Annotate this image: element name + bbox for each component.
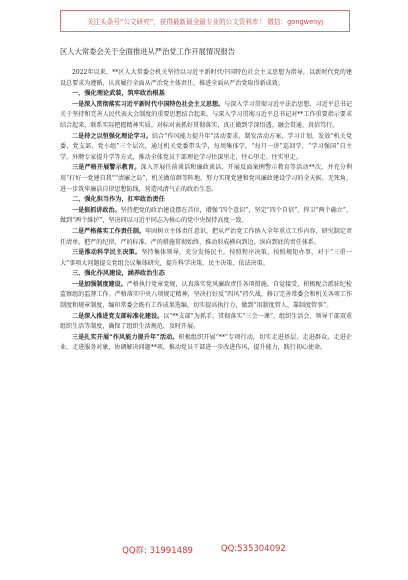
paragraph-lead: 三是扎实开展“作风能力提升年”活动。 (72, 333, 179, 341)
section-heading: 一、强化理论武装，筑牢政治根基 (72, 90, 165, 98)
paragraph-body: 与深入学习贯彻习近平法治思想、习近平总书记关于坚持和完善人民代表大会制度的重要思想结合起来，与深入学习贯彻习近平总书记对**工作重要指示要求结合起来，联系实际把握精神实质。对标对表抓好贯彻落实，真正做到学深悟透、融会贯通、真信笃行。 (60, 100, 353, 129)
paragraph-lead: 二是深入推进党支部标准化建设。 (72, 312, 164, 320)
promo-banner-text: 关注头条号“公文研究”，获得最新最全最专业的公文资料库！ 微信：gongwenyj (86, 18, 324, 26)
section-3 (60, 269, 352, 354)
qq-group-text: QQ群: 31991489 (122, 546, 193, 556)
paragraph-body: 严格执行党章党规，认真落实党风廉政责任各项措施，自觉接受，积极配合派驻纪检监察组的监督工作。严格落实中央八项规定精神，坚决打好反“四风”持久战，修订完善常委会和机关各项工作制度和规章制度，编印常委会既有工作成果选编，切实提高执行力，做到“用制度管人、靠制度管事”。 (60, 280, 353, 310)
section-1 (60, 89, 352, 195)
paragraph-lead: 一是深入贯彻落实习近平新时代中国特色社会主义思想。 (72, 100, 225, 108)
paragraph-lead: 二是严格落实工作责任制。 (72, 227, 146, 235)
paragraph-lead: 一是加强制度建设。 (72, 280, 127, 288)
paragraph-lead: 一是狠抓讲政治。 (72, 206, 121, 214)
paragraph-body: 以“**支部”为抓手，贯彻落实“三会一课”，组织生活会、领导干部双重组织生活等制度，确保了组织生活规范、及时开展。 (60, 312, 352, 331)
contact-footer (0, 544, 408, 560)
promo-banner (60, 10, 350, 32)
section-paragraph (60, 132, 352, 164)
paragraph-body: 坚持把党的政治建设摆在首位，增强“四个意识”，坚定“四个自信”，捍卫“两个确立”，做到“两个维护”，坚决同以习近平同志为核心的党中央保持高度一致。 (60, 206, 353, 225)
paragraph-body: 牢固树立主体责任意识，把从严治党工作纳入全年重点工作内容，研究制定责任清单，把严的纪律、严的标准、严的措施贯彻始终，推动形成横向到边、纵向到底的责任体系。 (60, 227, 353, 246)
section-paragraph (60, 312, 352, 333)
section-paragraph (60, 248, 352, 269)
section-paragraph (60, 206, 352, 227)
section-2 (60, 195, 352, 269)
section-paragraph (60, 163, 352, 195)
intro-paragraph: 2022年以来，**区人大常委会机关坚持以习近平新时代中国特色社会主义思想为指导，以新时代党的建设总要求为遵循，认真履行全面从严治党主体责任，推进全面从严治党取得新成效。 (60, 69, 352, 87)
paragraph-lead: 三是推动科学民主决策。 (72, 249, 142, 257)
paragraph-lead: 三是严格开展警示教育。 (72, 164, 141, 172)
section-paragraph (60, 333, 352, 354)
paragraph-body: 结合“作风能力提升年”活动要求，制发活动方案，学习计划，发放“机关党委、党支部、党小组”三个层次，通过机关党委带头学，每周集体学，“每月一讲”巡回学，“学习强国”自主学，外聘专家提升学等方式，推动全体党员干部理论学习往深里走、往心里走、往实里走。 (60, 132, 353, 161)
section-heading: 三、强化作风建设，涵养政治生态 (72, 270, 165, 278)
document-title: 区人大常委会关于全面推进从严治党工作开展情况报告 (60, 47, 236, 56)
section-paragraph (60, 100, 352, 132)
paragraph-body: 积极组织开展“**”专项行动，切实走进基层、走进群众、走进企业、走进服务对象，协调解决问题**项，推动党员干部进一步改进作风，提升能力，践行初心使命。 (60, 333, 352, 352)
qq-contact-text: QQ:535304092 (220, 544, 286, 554)
paragraph-lead: 二是持之以恒强化理论学习。 (72, 132, 152, 140)
section-heading: 二、强化担当作为，扛牢政治责任 (72, 196, 165, 204)
section-paragraph (60, 227, 352, 248)
document-body (60, 46, 352, 354)
paragraph-body: 深入开展任前谈话和廉政谈话，开展反面案例警示教育等活动**次，并充分利用“打好一党建自我”“清廉之岛”，机关做信群等阵地，努力实现党建和党风廉政建设学习的全天候、无死角，进一步筑牢廉洁自律思想防线，营造风清气正的政治生态。 (60, 164, 353, 193)
paragraph-body: 坚持集体领导，充分发扬民主，按照程序决策、按照规矩办事，对于“三重一大”事项大问题提交党组会议集体研究，提升科学决策、民主决策、依法决策。 (60, 249, 353, 267)
section-paragraph (60, 280, 352, 312)
